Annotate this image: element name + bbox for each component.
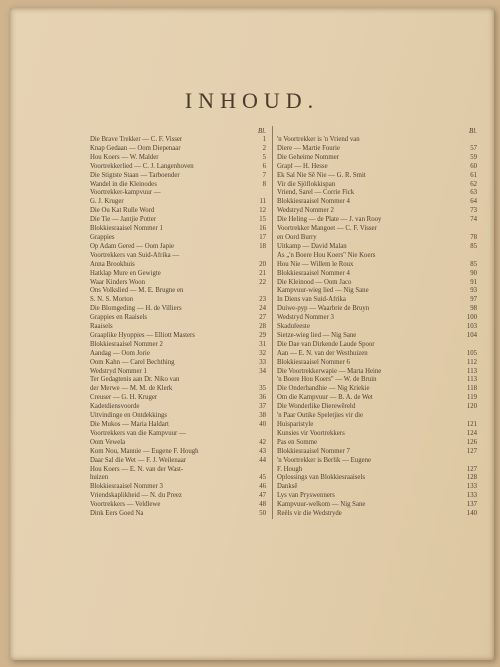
toc-entry-title: F. Hough xyxy=(277,465,303,473)
toc-entry-title: Blokkiesraaisel Nommer 6 xyxy=(277,358,350,366)
toc-left-column xyxy=(90,126,266,519)
toc-entry-title: 'n Voortrekker is Berlik — Eugene xyxy=(277,456,372,464)
toc-entry xyxy=(90,457,266,466)
toc-entry-page: 36 xyxy=(259,394,266,402)
toc-entry-page: 119 xyxy=(467,394,477,402)
toc-entry xyxy=(277,279,477,288)
toc-entry xyxy=(277,430,477,439)
toc-entry xyxy=(277,359,477,368)
toc-entry-title: huizen xyxy=(90,474,109,482)
toc-entry-title: Ek Sal Nie Sê Nie — G. R. Smit xyxy=(277,171,366,179)
toc-entry-page: 127 xyxy=(466,465,477,473)
toc-entry xyxy=(277,207,477,216)
toc-entry xyxy=(277,163,477,172)
toc-entry-title: Diere — Martie Fourie xyxy=(277,144,340,152)
toc-entry xyxy=(90,296,266,305)
toc-entry xyxy=(277,439,477,448)
toc-entry xyxy=(90,350,266,359)
toc-entry-title: Graaplike Hyoppies — Elliott Masters xyxy=(90,331,195,339)
toc-entry xyxy=(90,439,266,448)
toc-entry-page: 126 xyxy=(466,438,477,446)
toc-entry xyxy=(277,474,477,483)
toc-entry-page: 20 xyxy=(259,260,266,268)
toc-entry-title: Oplossings van Blokkiesraaisels xyxy=(277,474,365,482)
toc-entry xyxy=(277,234,477,243)
toc-entry-page: 74 xyxy=(470,216,477,224)
toc-entry-title: Lys van Pryswenners xyxy=(277,492,335,500)
toc-entry-page: 105 xyxy=(466,349,477,357)
toc-entry xyxy=(90,385,266,394)
toc-entry-title: Vir die Sjöflokkispan xyxy=(277,180,336,188)
toc-entry-title: Die Blomgeding — H. de Villiers xyxy=(90,305,182,313)
toc-entry xyxy=(277,376,477,385)
toc-entry-page: 127 xyxy=(466,447,477,455)
page-label: Bl. xyxy=(469,127,477,135)
toc-entry-page: 98 xyxy=(470,305,477,313)
toc-entry-title: Die Wonderlike Dierewêreld xyxy=(277,403,356,411)
toc-entry-page: 91 xyxy=(470,278,477,286)
toc-entry-title: Raaisels xyxy=(90,323,113,331)
toc-entry-title: 'n Voortrekker is 'n Vriend van xyxy=(277,136,360,143)
toc-entry-title: Daar Sal die Wet — F. J. Weilenaar xyxy=(90,456,187,464)
toc-entry xyxy=(90,466,266,475)
toc-entry-title: 'n Paar Outike Speletjies vir die xyxy=(277,412,363,420)
toc-entry-title: Hou Koers — W. Malder xyxy=(90,153,159,161)
toc-entry-title: Grappies xyxy=(90,233,115,241)
toc-entry-page: 6 xyxy=(262,162,266,170)
toc-entry xyxy=(277,154,477,163)
toc-entry xyxy=(277,189,477,198)
toc-entry-title: Grapf — H. Hesse xyxy=(277,162,328,170)
toc-entry xyxy=(90,332,266,341)
toc-entry-page: 120 xyxy=(466,403,477,411)
toc-entry-page: 62 xyxy=(470,180,477,188)
toc-entry xyxy=(277,457,477,466)
toc-entry xyxy=(90,189,266,198)
toc-entry-page: 133 xyxy=(466,492,477,500)
toc-entry-page: 48 xyxy=(259,501,266,509)
toc-entry-title: Blokkiesraaisel Nommer 1 xyxy=(90,225,163,233)
toc-entry xyxy=(90,403,266,412)
toc-entry-page: 28 xyxy=(259,323,266,331)
toc-entry xyxy=(90,421,266,430)
toc-entry-page: 35 xyxy=(259,385,266,393)
toc-entry-page: 113 xyxy=(467,367,477,375)
toc-entry xyxy=(90,359,266,368)
toc-entry-page: 63 xyxy=(470,189,477,197)
toc-entry-title: Dink Eers Goed Na xyxy=(90,510,144,518)
toc-entry xyxy=(90,341,266,350)
toc-entry xyxy=(90,394,266,403)
toc-entry-title: Uitvindinge en Ontdekkings xyxy=(90,412,168,420)
toc-entry-page: 34 xyxy=(259,367,266,375)
toc-entry xyxy=(277,296,477,305)
toc-entry-title: 'n Boere Hou Koers" — W. de Bruin xyxy=(277,376,377,384)
toc-entry-title: Pas en Somme xyxy=(277,438,318,446)
toc-entry xyxy=(277,287,477,296)
toc-entry-title: Kampvuur-wieg lied — Nig Sane xyxy=(277,287,369,295)
toc-entry xyxy=(277,501,477,510)
toc-entry xyxy=(90,270,266,279)
toc-entry-title: Aan — E. N. van der Westhuizen xyxy=(277,349,368,357)
toc-entry-page: 100 xyxy=(466,314,477,322)
toc-entry xyxy=(90,207,266,216)
toc-entry-page: 128 xyxy=(466,474,477,482)
toc-entry-title: Blokkiesraaisel Nommer 7 xyxy=(277,447,350,455)
toc-entry xyxy=(90,368,266,377)
toc-entry-page: 1 xyxy=(262,136,266,143)
toc-entry-page: 12 xyxy=(259,207,266,215)
toc-entry xyxy=(277,145,477,154)
toc-entry-page: 29 xyxy=(259,331,266,339)
toc-entry-title: Uitkamp — David Malan xyxy=(277,242,347,250)
toc-right-column xyxy=(272,126,477,519)
toc-entry-page: 64 xyxy=(470,198,477,206)
toc-entry xyxy=(277,252,477,261)
toc-entry-page: 17 xyxy=(259,233,266,241)
toc-entry-title: Blokkiesraaisel Nommer 2 xyxy=(90,340,163,348)
toc-entry-title: Hou Koers — E. N. van der Wast- xyxy=(90,465,184,473)
toc-entry xyxy=(277,305,477,314)
toc-entry xyxy=(277,394,477,403)
toc-entry xyxy=(277,216,477,225)
toc-entry xyxy=(277,368,477,377)
toc-entry-title: Ons Volkslied — M. E. Brugne en xyxy=(90,287,184,295)
toc-entry-page: 112 xyxy=(467,358,477,366)
toc-entry-title: Voortrekker Mangoet — C. F. Visser xyxy=(277,225,377,233)
toc-entry-title: Vriend, Sarel — Corrie Fick xyxy=(277,189,355,197)
toc-entry-title: G. J. Kruger xyxy=(90,198,124,206)
toc-right-list xyxy=(277,136,477,519)
toc-entry-title: Die Dae van Dirkende Laude Spoor xyxy=(277,340,375,348)
toc-entry-page: 2 xyxy=(262,144,266,152)
toc-entry-title: Danksê xyxy=(277,483,298,491)
toc-entry-title: Die Geheime Nommer xyxy=(277,153,339,161)
toc-entry-title: Huisparistyle xyxy=(277,421,314,428)
toc-entry xyxy=(90,305,266,314)
toc-entry xyxy=(277,385,477,394)
toc-entry xyxy=(90,243,266,252)
toc-entry xyxy=(277,172,477,181)
toc-entry-page: 59 xyxy=(470,153,477,161)
page-title: INHOUD. xyxy=(184,88,320,113)
toc-entry xyxy=(277,510,477,519)
toc-entry-title: Voortrekkers van die Kampvuur — xyxy=(90,429,186,437)
toc-entry xyxy=(90,136,266,145)
toc-entry-title: Blokkiesraaisel Nommer 4 xyxy=(277,198,350,206)
toc-entry xyxy=(90,198,266,207)
toc-entry xyxy=(277,261,477,270)
toc-entry-title: As „'n Boere Hou Koers" Nie Koers xyxy=(277,251,376,259)
toc-entry xyxy=(277,421,477,430)
toc-entry-page: 85 xyxy=(470,260,477,268)
toc-entry-page: 50 xyxy=(259,510,266,518)
toc-entry-page: 42 xyxy=(259,438,266,446)
toc-entry-title: Reëls vir die Wedstryde xyxy=(277,510,342,518)
toc-entry-page: 140 xyxy=(466,510,477,518)
toc-entry xyxy=(90,510,266,519)
toc-entry xyxy=(90,448,266,457)
toc-entry-title: Voortrekkerlied — C. J. Langenhoven xyxy=(90,162,194,170)
toc-entry xyxy=(277,350,477,359)
toc-entry-page: 137 xyxy=(466,501,477,509)
toc-entry xyxy=(90,323,266,332)
toc-entry-page: 16 xyxy=(259,225,266,233)
toc-entry-title: Hatklap Mure en Gewigte xyxy=(90,269,161,277)
toc-entry-title: Hou Nie — Willem le Roux xyxy=(277,260,354,268)
toc-entry-title: Die Ou Kat Rulle Word xyxy=(90,207,155,215)
toc-entry xyxy=(277,332,477,341)
toc-entry xyxy=(277,403,477,412)
toc-entry-page: 24 xyxy=(259,305,266,313)
toc-entry-page: 57 xyxy=(470,144,477,152)
toc-entry-page: 103 xyxy=(466,323,477,331)
toc-entry-title: Ter Gedagtenis aan Dr. Niko van xyxy=(90,376,180,384)
toc-entry xyxy=(277,243,477,252)
toc-entry xyxy=(90,492,266,501)
toc-entry xyxy=(90,501,266,510)
toc-entry xyxy=(90,154,266,163)
toc-entry-page: 118 xyxy=(467,385,477,393)
toc-entry-title: Kadetdiensvoorde xyxy=(90,403,140,411)
toc-entry xyxy=(90,279,266,288)
toc-entry-page: 43 xyxy=(259,447,266,455)
toc-entry xyxy=(277,492,477,501)
toc-entry xyxy=(277,270,477,279)
toc-entry-title: Anna Brookhuis xyxy=(90,260,135,268)
toc-entry-title: Kunsies vir Voortrekkers xyxy=(277,429,345,437)
toc-entry-page: 104 xyxy=(466,331,477,339)
toc-entry xyxy=(277,483,477,492)
toc-entry xyxy=(90,225,266,234)
toc-entry-title: Die Mukos — Maria Haldart xyxy=(90,421,169,428)
toc-entry-title: Die Brave Trekker — C. F. Visser xyxy=(90,136,183,143)
toc-entry-title: Creuser — G. H. Kruger xyxy=(90,394,158,402)
toc-entry-page: 46 xyxy=(259,483,266,491)
toc-entry xyxy=(90,252,266,261)
toc-entry-page: 22 xyxy=(259,278,266,286)
toc-entry-title: Om die Kampvuur — B. A. de Wet xyxy=(277,394,373,402)
toc-entry-title: Voortrekkers van Suid-Afrika — xyxy=(90,251,180,259)
toc-entry-page: 21 xyxy=(259,269,266,277)
toc-entry xyxy=(90,376,266,385)
toc-entry-title: Wedstryd Nommer 3 xyxy=(277,314,334,322)
book-page xyxy=(10,8,494,660)
toc-entry xyxy=(90,234,266,243)
toc-entry-title: Sietze-wieg lied — Nig Sane xyxy=(277,331,357,339)
toc-entry-page: 7 xyxy=(262,171,266,179)
toc-entry-title: Voortrekkers — Veldlewe xyxy=(90,501,161,509)
toc-entry-title: Waar Kinders Woon xyxy=(90,278,146,286)
toc-entry xyxy=(277,341,477,350)
toc-entry-title: Wedstryd Nommer 1 xyxy=(90,367,147,375)
toc-entry-title: Duiwe-pyp — Waarbrie de Bruyn xyxy=(277,305,370,313)
toc-entry xyxy=(277,136,477,145)
toc-entry-page: 113 xyxy=(467,376,477,384)
toc-entry xyxy=(277,466,477,475)
toc-entry-page: 37 xyxy=(259,403,266,411)
toc-entry-page: 44 xyxy=(259,456,266,464)
toc-entry-title: Grappies en Raaisels xyxy=(90,314,148,322)
toc-entry-title: Oom Vewela xyxy=(90,438,126,446)
toc-entry-title: Aandag — Oom Jorie xyxy=(90,349,150,357)
toc-entry-title: Kom Nou, Mannie — Eugene F. Hough xyxy=(90,447,199,455)
toc-entry-title: Oom Kahn — Carel Bechthing xyxy=(90,358,175,366)
toc-entry-title: Blokkiesraaisel Nommer 3 xyxy=(90,483,163,491)
toc-entry-page: 18 xyxy=(259,242,266,250)
toc-entry xyxy=(90,145,266,154)
toc-entry-page: 85 xyxy=(470,242,477,250)
toc-entry-page: 97 xyxy=(470,296,477,304)
toc-entry-title: der Merwe — M. M. de Klerk xyxy=(90,385,173,393)
toc-entry-title: Knap Gedaan — Oom Diepenaar xyxy=(90,144,181,152)
toc-entry-page: 133 xyxy=(466,483,477,491)
toc-entry-page: 32 xyxy=(259,349,266,357)
toc-entry-page: 90 xyxy=(470,269,477,277)
toc-entry-page: 5 xyxy=(262,153,266,161)
toc-entry-title: Op Adam Gered — Oom Japie xyxy=(90,242,174,250)
toc-entry xyxy=(90,216,266,225)
toc-entry xyxy=(90,261,266,270)
toc-entry-page: 124 xyxy=(466,429,477,437)
toc-entry-title: Die Kleinood — Oom Jaco xyxy=(277,278,352,286)
toc-entry-title: Voortrekker-kampvuur — xyxy=(90,189,161,197)
toc-entry xyxy=(90,474,266,483)
toc-entry-page: 47 xyxy=(259,492,266,500)
toc-entry-page: 11 xyxy=(259,198,266,206)
toc-entry-page: 33 xyxy=(259,358,266,366)
toc-entry-title: Vriendskaplikheid — N. du Preez xyxy=(90,492,182,500)
page-label: Bl. xyxy=(258,127,266,135)
toc-entry-title: Die Onderhandhie — Nig Kriekie xyxy=(277,385,370,393)
toc-entry-title: Wedstryd Nommer 2 xyxy=(277,207,334,215)
toc-entry-page: 73 xyxy=(470,207,477,215)
toc-entry xyxy=(90,287,266,296)
toc-entry xyxy=(90,172,266,181)
toc-entry xyxy=(90,181,266,190)
toc-entry-page: 40 xyxy=(259,421,266,428)
toc-entry-title: Skadufeeste xyxy=(277,323,310,331)
toc-entry xyxy=(90,412,266,421)
toc-entry xyxy=(277,181,477,190)
toc-entry xyxy=(90,163,266,172)
toc-entry xyxy=(277,323,477,332)
toc-entry-page: 23 xyxy=(259,296,266,304)
toc-entry-page: 61 xyxy=(470,171,477,179)
toc-entry-title: Wandel in die Kleinodes xyxy=(90,180,157,188)
toc-entry-title: Blokkiesraaisel Nommer 4 xyxy=(277,269,350,277)
toc-entry-page: 38 xyxy=(259,412,266,420)
toc-entry-page: 93 xyxy=(470,287,477,295)
toc-entry-title: S. N. S. Morton xyxy=(90,296,134,304)
toc-entry xyxy=(277,314,477,323)
toc-entry xyxy=(90,430,266,439)
toc-entry-page: 27 xyxy=(259,314,266,322)
toc-entry-title: Die Tie — Jantjie Potter xyxy=(90,216,157,224)
toc-entry-title: Die Voortrekkerwapie — Marta Heine xyxy=(277,367,382,375)
toc-entry xyxy=(277,198,477,207)
toc-entry xyxy=(277,412,477,421)
toc-entry-page: 60 xyxy=(470,162,477,170)
toc-entry-page: 45 xyxy=(259,474,266,482)
toc-entry-page: 8 xyxy=(262,180,266,188)
toc-left-list xyxy=(90,136,266,519)
toc-entry xyxy=(277,448,477,457)
toc-entry-page: 31 xyxy=(259,340,266,348)
toc-entry-title: en Oord Burry xyxy=(277,233,317,241)
toc-entry xyxy=(90,314,266,323)
toc-entry-page: 121 xyxy=(466,421,477,428)
toc-entry xyxy=(277,225,477,234)
toc-entry-title: Kampvuur-welkom — Nig Sane xyxy=(277,501,366,509)
toc-entry-title: In Diens van Suid-Afrika xyxy=(277,296,346,304)
toc-entry-page: 15 xyxy=(259,216,266,224)
toc-entry-page: 78 xyxy=(470,233,477,241)
toc-entry xyxy=(90,483,266,492)
toc-entry-title: Die Stigtste Staan — Tarboender xyxy=(90,171,180,179)
toc-entry-title: Die Heling — de Plate — J. van Rooy xyxy=(277,216,382,224)
